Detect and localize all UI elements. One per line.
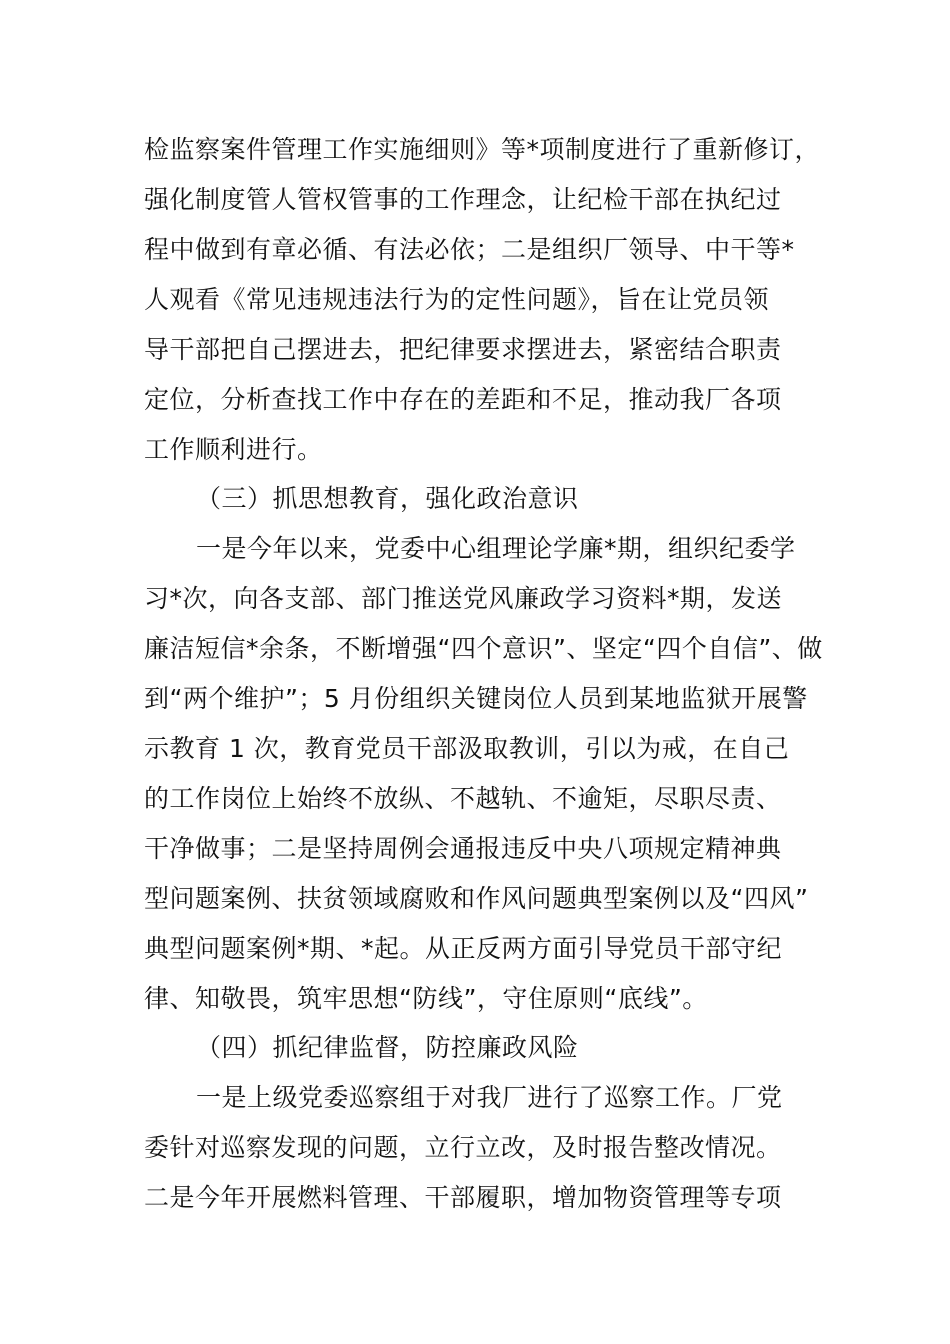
body-text-line: 习*次，向各支部、部门推送党风廉政学习资料*期，发送 [144, 584, 783, 613]
body-text-line: 程中做到有章必循、有法必依；二是组织厂领导、中干等* [144, 235, 795, 264]
body-text-line: 干净做事；二是坚持周例会通报违反中央八项规定精神典 [144, 834, 782, 863]
body-text-line: 型问题案例、扶贫领域腐败和作风问题典型案例以及“四风” [144, 884, 809, 913]
body-text-line: 检监察案件管理工作实施细则》等*项制度进行了重新修订， [144, 135, 821, 164]
body-text-line: 导干部把自己摆进去，把纪律要求摆进去，紧密结合职责 [144, 335, 782, 364]
body-text-line: 人观看《常见违规违法行为的定性问题》，旨在让党员领 [144, 285, 770, 314]
paragraph-start-line: 一是今年以来，党委中心组理论学廉*期，组织纪委学 [196, 534, 796, 563]
body-text-line: 律、知敬畏，筑牢思想“防线”，守住原则“底线”。 [144, 984, 708, 1013]
body-text-line: 二是今年开展燃料管理、干部履职，增加物资管理等专项 [144, 1183, 782, 1212]
section-heading-4: （四）抓纪律监督，防控廉政风险 [196, 1033, 579, 1062]
body-text-line: 到“两个维护”；5 月份组织关键岗位人员到某地监狱开展警 [144, 684, 808, 713]
body-text-line: 的工作岗位上始终不放纵、不越轨、不逾矩，尽职尽责、 [144, 784, 782, 813]
body-text-line: 示教育 1 次，教育党员干部汲取教训，引以为戒，在自己 [144, 734, 790, 763]
section-heading-3: （三）抓思想教育，强化政治意识 [196, 484, 579, 513]
body-text-line: 工作顺利进行。 [144, 435, 323, 464]
body-text-line: 定位，分析查找工作中存在的差距和不足，推动我厂各项 [144, 385, 782, 414]
body-text-line: 强化制度管人管权管事的工作理念，让纪检干部在执纪过 [144, 185, 782, 214]
body-text-line: 委针对巡察发现的问题，立行立改，及时报告整改情况。 [144, 1133, 782, 1162]
paragraph-start-line: 一是上级党委巡察组于对我厂进行了巡察工作。厂党 [196, 1083, 783, 1112]
body-text-line: 典型问题案例*期、*起。从正反两方面引导党员干部守纪 [144, 934, 783, 963]
body-text-line: 廉洁短信*余条，不断增强“四个意识”、坚定“四个自信”、做 [144, 634, 823, 663]
